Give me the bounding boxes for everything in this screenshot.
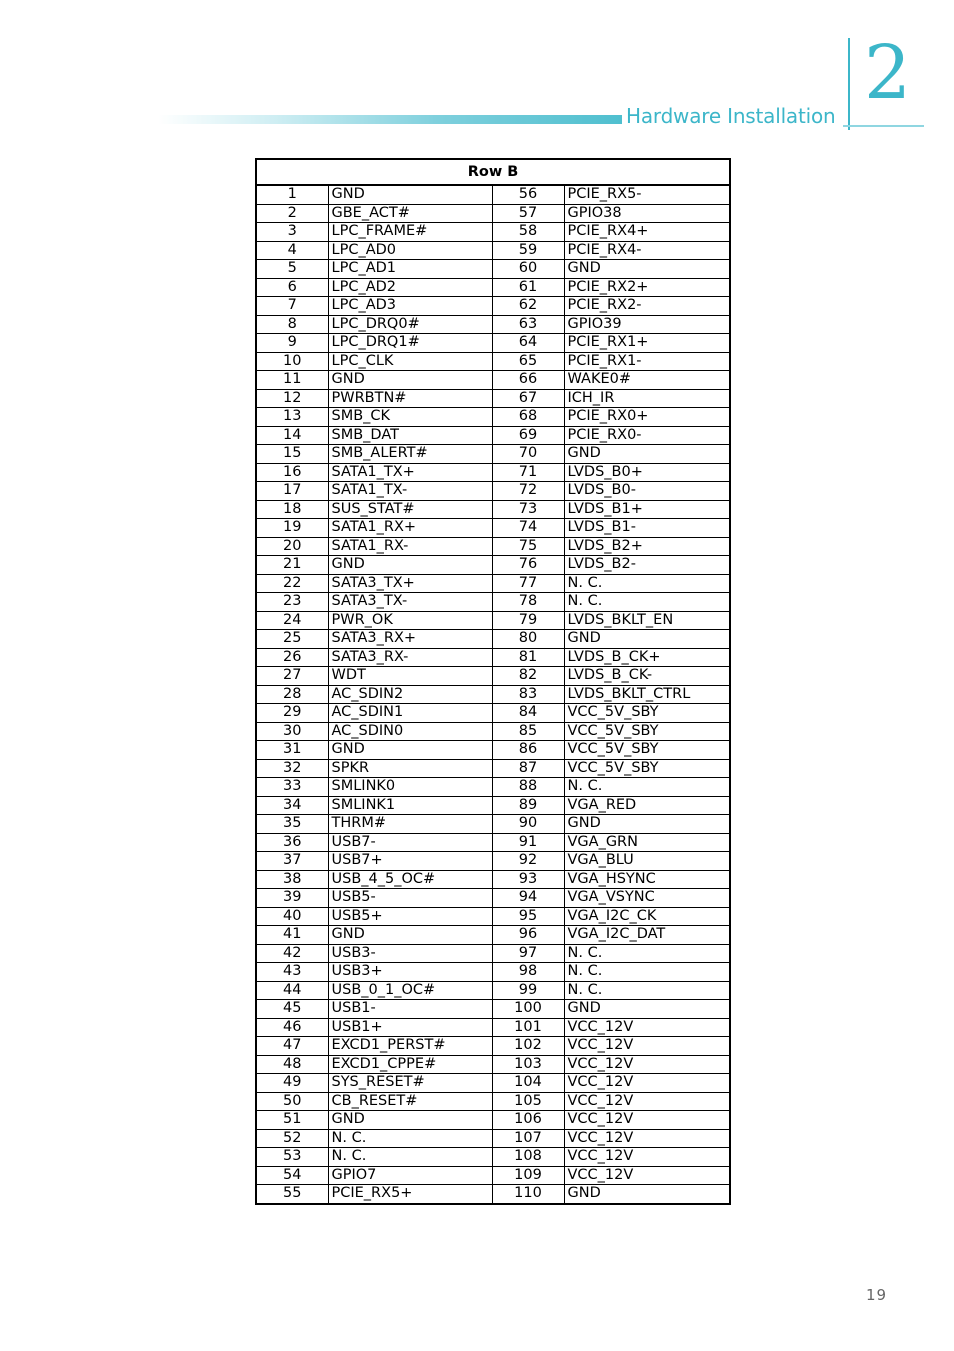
pin-number-cell: 9 <box>256 334 328 353</box>
pin-number-cell: 73 <box>492 500 564 519</box>
section-title: Hardware Installation <box>626 104 836 128</box>
table-row <box>256 260 730 279</box>
pin-number-cell: 42 <box>256 944 328 963</box>
signal-name-cell: VCC_12V <box>564 1037 730 1056</box>
signal-name-cell: N. C. <box>564 778 730 797</box>
pin-number-cell: 98 <box>492 963 564 982</box>
signal-name-cell: USB_0_1_OC# <box>328 981 492 1000</box>
table-row <box>256 630 730 649</box>
signal-name-cell: GND <box>564 1000 730 1019</box>
pin-number-cell: 20 <box>256 537 328 556</box>
signal-name-cell: LVDS_B0+ <box>564 463 730 482</box>
signal-name-cell: PCIE_RX4+ <box>564 223 730 242</box>
pin-number-cell: 53 <box>256 1148 328 1167</box>
pin-assignment-table <box>255 158 731 1205</box>
signal-name-cell: VGA_RED <box>564 796 730 815</box>
table-row <box>256 907 730 926</box>
table-row <box>256 759 730 778</box>
table-row <box>256 445 730 464</box>
table-row <box>256 519 730 538</box>
signal-name-cell: VCC_12V <box>564 1074 730 1093</box>
pin-number-cell: 43 <box>256 963 328 982</box>
signal-name-cell: SATA1_TX+ <box>328 463 492 482</box>
signal-name-cell: VGA_BLU <box>564 852 730 871</box>
table-header-row <box>256 159 730 185</box>
pin-number-cell: 101 <box>492 1018 564 1037</box>
signal-name-cell: GND <box>328 1111 492 1130</box>
table-row <box>256 1092 730 1111</box>
table-row <box>256 241 730 260</box>
signal-name-cell: VCC_5V_SBY <box>564 759 730 778</box>
pin-number-cell: 62 <box>492 297 564 316</box>
signal-name-cell: AC_SDIN0 <box>328 722 492 741</box>
signal-name-cell: PCIE_RX1+ <box>564 334 730 353</box>
page-number: 19 <box>866 1286 888 1304</box>
table-row <box>256 1148 730 1167</box>
pin-number-cell: 72 <box>492 482 564 501</box>
signal-name-cell: USB5- <box>328 889 492 908</box>
signal-name-cell: VGA_I2C_CK <box>564 907 730 926</box>
table-row <box>256 204 730 223</box>
signal-name-cell: WAKE0# <box>564 371 730 390</box>
pin-number-cell: 17 <box>256 482 328 501</box>
pin-number-cell: 82 <box>492 667 564 686</box>
signal-name-cell: N. C. <box>564 574 730 593</box>
pin-number-cell: 46 <box>256 1018 328 1037</box>
pin-number-cell: 45 <box>256 1000 328 1019</box>
signal-name-cell: SATA1_RX+ <box>328 519 492 538</box>
table-row <box>256 1055 730 1074</box>
signal-name-cell: WDT <box>328 667 492 686</box>
pin-number-cell: 78 <box>492 593 564 612</box>
signal-name-cell: LPC_FRAME# <box>328 223 492 242</box>
signal-name-cell: LPC_DRQ0# <box>328 315 492 334</box>
signal-name-cell: PWRBTN# <box>328 389 492 408</box>
pin-number-cell: 84 <box>492 704 564 723</box>
pin-number-cell: 59 <box>492 241 564 260</box>
signal-name-cell: SATA3_RX- <box>328 648 492 667</box>
pin-number-cell: 49 <box>256 1074 328 1093</box>
table-row <box>256 500 730 519</box>
signal-name-cell: GND <box>564 260 730 279</box>
pin-number-cell: 14 <box>256 426 328 445</box>
table-row <box>256 722 730 741</box>
pin-number-cell: 7 <box>256 297 328 316</box>
table-row <box>256 926 730 945</box>
pin-number-cell: 24 <box>256 611 328 630</box>
pin-number-cell: 87 <box>492 759 564 778</box>
table-row <box>256 981 730 1000</box>
pin-number-cell: 6 <box>256 278 328 297</box>
pin-number-cell: 30 <box>256 722 328 741</box>
signal-name-cell: USB7+ <box>328 852 492 871</box>
table-row <box>256 1000 730 1019</box>
table-row <box>256 685 730 704</box>
signal-name-cell: PCIE_RX1- <box>564 352 730 371</box>
signal-name-cell: LPC_DRQ1# <box>328 334 492 353</box>
table-row <box>256 963 730 982</box>
table-row <box>256 1037 730 1056</box>
pin-number-cell: 100 <box>492 1000 564 1019</box>
signal-name-cell: USB7- <box>328 833 492 852</box>
pin-number-cell: 57 <box>492 204 564 223</box>
table-row <box>256 593 730 612</box>
pin-number-cell: 26 <box>256 648 328 667</box>
pin-number-cell: 99 <box>492 981 564 1000</box>
signal-name-cell: CB_RESET# <box>328 1092 492 1111</box>
signal-name-cell: GND <box>564 445 730 464</box>
signal-name-cell: N. C. <box>564 593 730 612</box>
signal-name-cell: GND <box>328 741 492 760</box>
pin-number-cell: 60 <box>492 260 564 279</box>
signal-name-cell: USB1- <box>328 1000 492 1019</box>
pin-number-cell: 50 <box>256 1092 328 1111</box>
signal-name-cell: VCC_5V_SBY <box>564 741 730 760</box>
table-row <box>256 334 730 353</box>
pin-number-cell: 41 <box>256 926 328 945</box>
table-row <box>256 371 730 390</box>
pin-number-cell: 90 <box>492 815 564 834</box>
signal-name-cell: THRM# <box>328 815 492 834</box>
table-row <box>256 315 730 334</box>
table-row <box>256 426 730 445</box>
table-row <box>256 778 730 797</box>
signal-name-cell: LPC_AD1 <box>328 260 492 279</box>
table-row <box>256 815 730 834</box>
table-title: Row B <box>256 159 730 185</box>
pin-number-cell: 37 <box>256 852 328 871</box>
signal-name-cell: SATA1_RX- <box>328 537 492 556</box>
pin-number-cell: 22 <box>256 574 328 593</box>
signal-name-cell: LVDS_B1+ <box>564 500 730 519</box>
pin-number-cell: 91 <box>492 833 564 852</box>
signal-name-cell: PCIE_RX5- <box>564 185 730 204</box>
pin-number-cell: 65 <box>492 352 564 371</box>
pin-number-cell: 85 <box>492 722 564 741</box>
signal-name-cell: SATA3_TX- <box>328 593 492 612</box>
signal-name-cell: GBE_ACT# <box>328 204 492 223</box>
signal-name-cell: VGA_GRN <box>564 833 730 852</box>
table-row <box>256 1074 730 1093</box>
pin-number-cell: 16 <box>256 463 328 482</box>
signal-name-cell: EXCD1_CPPE# <box>328 1055 492 1074</box>
pin-number-cell: 44 <box>256 981 328 1000</box>
signal-name-cell: AC_SDIN1 <box>328 704 492 723</box>
signal-name-cell: N. C. <box>564 963 730 982</box>
signal-name-cell: GND <box>328 185 492 204</box>
signal-name-cell: VGA_VSYNC <box>564 889 730 908</box>
pin-number-cell: 109 <box>492 1166 564 1185</box>
table-row <box>256 1111 730 1130</box>
table-row <box>256 574 730 593</box>
signal-name-cell: SMB_DAT <box>328 426 492 445</box>
pin-number-cell: 48 <box>256 1055 328 1074</box>
signal-name-cell: LPC_CLK <box>328 352 492 371</box>
table-row <box>256 389 730 408</box>
signal-name-cell: VCC_12V <box>564 1055 730 1074</box>
pin-number-cell: 15 <box>256 445 328 464</box>
signal-name-cell: VGA_I2C_DAT <box>564 926 730 945</box>
signal-name-cell: LVDS_BKLT_EN <box>564 611 730 630</box>
table-row <box>256 870 730 889</box>
pin-number-cell: 39 <box>256 889 328 908</box>
signal-name-cell: LVDS_BKLT_CTRL <box>564 685 730 704</box>
pin-number-cell: 63 <box>492 315 564 334</box>
table-row <box>256 223 730 242</box>
signal-name-cell: GND <box>328 371 492 390</box>
pin-number-cell: 28 <box>256 685 328 704</box>
signal-name-cell: N. C. <box>328 1129 492 1148</box>
pin-number-cell: 69 <box>492 426 564 445</box>
pin-number-cell: 102 <box>492 1037 564 1056</box>
pin-number-cell: 51 <box>256 1111 328 1130</box>
pin-number-cell: 97 <box>492 944 564 963</box>
pin-number-cell: 79 <box>492 611 564 630</box>
pin-number-cell: 77 <box>492 574 564 593</box>
pin-number-cell: 68 <box>492 408 564 427</box>
chapter-divider-horizontal <box>843 125 924 127</box>
pin-number-cell: 36 <box>256 833 328 852</box>
signal-name-cell: N. C. <box>564 944 730 963</box>
signal-name-cell: PCIE_RX2- <box>564 297 730 316</box>
pin-number-cell: 3 <box>256 223 328 242</box>
pin-number-cell: 88 <box>492 778 564 797</box>
table-row <box>256 185 730 204</box>
pin-number-cell: 96 <box>492 926 564 945</box>
signal-name-cell: USB5+ <box>328 907 492 926</box>
pin-number-cell: 80 <box>492 630 564 649</box>
table-row <box>256 1129 730 1148</box>
signal-name-cell: PCIE_RX2+ <box>564 278 730 297</box>
pin-number-cell: 74 <box>492 519 564 538</box>
signal-name-cell: PCIE_RX0- <box>564 426 730 445</box>
signal-name-cell: GND <box>328 926 492 945</box>
pin-number-cell: 76 <box>492 556 564 575</box>
signal-name-cell: VCC_5V_SBY <box>564 722 730 741</box>
pin-number-cell: 21 <box>256 556 328 575</box>
pin-number-cell: 11 <box>256 371 328 390</box>
signal-name-cell: LVDS_B2+ <box>564 537 730 556</box>
signal-name-cell: PCIE_RX0+ <box>564 408 730 427</box>
signal-name-cell: VCC_12V <box>564 1166 730 1185</box>
signal-name-cell: ICH_IR <box>564 389 730 408</box>
pin-number-cell: 40 <box>256 907 328 926</box>
pin-number-cell: 38 <box>256 870 328 889</box>
pin-number-cell: 71 <box>492 463 564 482</box>
table-row <box>256 1166 730 1185</box>
table-row <box>256 463 730 482</box>
pin-number-cell: 107 <box>492 1129 564 1148</box>
pin-number-cell: 52 <box>256 1129 328 1148</box>
table-row <box>256 796 730 815</box>
pin-number-cell: 103 <box>492 1055 564 1074</box>
pin-number-cell: 1 <box>256 185 328 204</box>
pin-number-cell: 93 <box>492 870 564 889</box>
table-row <box>256 1018 730 1037</box>
signal-name-cell: VCC_12V <box>564 1092 730 1111</box>
pin-number-cell: 47 <box>256 1037 328 1056</box>
pin-number-cell: 35 <box>256 815 328 834</box>
table-row <box>256 704 730 723</box>
signal-name-cell: PWR_OK <box>328 611 492 630</box>
pin-number-cell: 81 <box>492 648 564 667</box>
pin-number-cell: 54 <box>256 1166 328 1185</box>
pin-number-cell: 64 <box>492 334 564 353</box>
signal-name-cell: USB_4_5_OC# <box>328 870 492 889</box>
pin-number-cell: 31 <box>256 741 328 760</box>
pin-number-cell: 104 <box>492 1074 564 1093</box>
signal-name-cell: EXCD1_PERST# <box>328 1037 492 1056</box>
pin-number-cell: 94 <box>492 889 564 908</box>
signal-name-cell: PCIE_RX4- <box>564 241 730 260</box>
signal-name-cell: VCC_12V <box>564 1111 730 1130</box>
header-gradient-bar <box>158 115 622 124</box>
signal-name-cell: LPC_AD3 <box>328 297 492 316</box>
signal-name-cell: GND <box>564 815 730 834</box>
pin-number-cell: 75 <box>492 537 564 556</box>
chapter-number: 2 <box>864 30 912 116</box>
table-row <box>256 944 730 963</box>
pin-number-cell: 110 <box>492 1185 564 1204</box>
signal-name-cell: GPIO7 <box>328 1166 492 1185</box>
signal-name-cell: VCC_5V_SBY <box>564 704 730 723</box>
pin-number-cell: 10 <box>256 352 328 371</box>
pin-number-cell: 12 <box>256 389 328 408</box>
signal-name-cell: USB1+ <box>328 1018 492 1037</box>
table-row <box>256 408 730 427</box>
pin-number-cell: 8 <box>256 315 328 334</box>
signal-name-cell: GND <box>564 1185 730 1204</box>
signal-name-cell: SMLINK0 <box>328 778 492 797</box>
signal-name-cell: N. C. <box>564 981 730 1000</box>
signal-name-cell: GND <box>328 556 492 575</box>
signal-name-cell: SATA1_TX- <box>328 482 492 501</box>
signal-name-cell: USB3- <box>328 944 492 963</box>
signal-name-cell: SMB_CK <box>328 408 492 427</box>
pin-number-cell: 66 <box>492 371 564 390</box>
signal-name-cell: SMB_ALERT# <box>328 445 492 464</box>
pin-number-cell: 58 <box>492 223 564 242</box>
pin-number-cell: 108 <box>492 1148 564 1167</box>
pin-number-cell: 55 <box>256 1185 328 1204</box>
pin-number-cell: 29 <box>256 704 328 723</box>
signal-name-cell: PCIE_RX5+ <box>328 1185 492 1204</box>
pin-number-cell: 70 <box>492 445 564 464</box>
table-row <box>256 648 730 667</box>
pin-number-cell: 86 <box>492 741 564 760</box>
pin-number-cell: 83 <box>492 685 564 704</box>
signal-name-cell: SYS_RESET# <box>328 1074 492 1093</box>
pin-number-cell: 33 <box>256 778 328 797</box>
chapter-divider-vertical <box>848 38 850 130</box>
signal-name-cell: AC_SDIN2 <box>328 685 492 704</box>
signal-name-cell: LVDS_B_CK- <box>564 667 730 686</box>
pin-number-cell: 23 <box>256 593 328 612</box>
table-row <box>256 297 730 316</box>
signal-name-cell: SUS_STAT# <box>328 500 492 519</box>
table-row <box>256 741 730 760</box>
pin-number-cell: 5 <box>256 260 328 279</box>
pin-number-cell: 4 <box>256 241 328 260</box>
signal-name-cell: LVDS_B2- <box>564 556 730 575</box>
signal-name-cell: SATA3_TX+ <box>328 574 492 593</box>
signal-name-cell: SATA3_RX+ <box>328 630 492 649</box>
signal-name-cell: LPC_AD2 <box>328 278 492 297</box>
signal-name-cell: N. C. <box>328 1148 492 1167</box>
pin-number-cell: 25 <box>256 630 328 649</box>
pin-number-cell: 105 <box>492 1092 564 1111</box>
table-row <box>256 482 730 501</box>
table-row <box>256 1185 730 1204</box>
table-row <box>256 889 730 908</box>
pin-number-cell: 19 <box>256 519 328 538</box>
table-row <box>256 852 730 871</box>
pin-number-cell: 67 <box>492 389 564 408</box>
signal-name-cell: LVDS_B0- <box>564 482 730 501</box>
signal-name-cell: VCC_12V <box>564 1018 730 1037</box>
table-row <box>256 352 730 371</box>
signal-name-cell: VGA_HSYNC <box>564 870 730 889</box>
signal-name-cell: GND <box>564 630 730 649</box>
pin-number-cell: 92 <box>492 852 564 871</box>
pin-number-cell: 56 <box>492 185 564 204</box>
table-row <box>256 556 730 575</box>
table-body <box>256 185 730 1204</box>
signal-name-cell: USB3+ <box>328 963 492 982</box>
signal-name-cell: SMLINK1 <box>328 796 492 815</box>
table-row <box>256 611 730 630</box>
pin-number-cell: 106 <box>492 1111 564 1130</box>
pin-number-cell: 27 <box>256 667 328 686</box>
signal-name-cell: LVDS_B_CK+ <box>564 648 730 667</box>
signal-name-cell: SPKR <box>328 759 492 778</box>
pin-number-cell: 32 <box>256 759 328 778</box>
pin-number-cell: 89 <box>492 796 564 815</box>
table-row <box>256 537 730 556</box>
signal-name-cell: LPC_AD0 <box>328 241 492 260</box>
table-row <box>256 833 730 852</box>
signal-name-cell: VCC_12V <box>564 1129 730 1148</box>
pin-number-cell: 61 <box>492 278 564 297</box>
signal-name-cell: GPIO39 <box>564 315 730 334</box>
table-row <box>256 278 730 297</box>
pin-number-cell: 34 <box>256 796 328 815</box>
signal-name-cell: GPIO38 <box>564 204 730 223</box>
pin-number-cell: 2 <box>256 204 328 223</box>
table-row <box>256 667 730 686</box>
signal-name-cell: VCC_12V <box>564 1148 730 1167</box>
pin-number-cell: 13 <box>256 408 328 427</box>
signal-name-cell: LVDS_B1- <box>564 519 730 538</box>
pin-number-cell: 95 <box>492 907 564 926</box>
pin-number-cell: 18 <box>256 500 328 519</box>
